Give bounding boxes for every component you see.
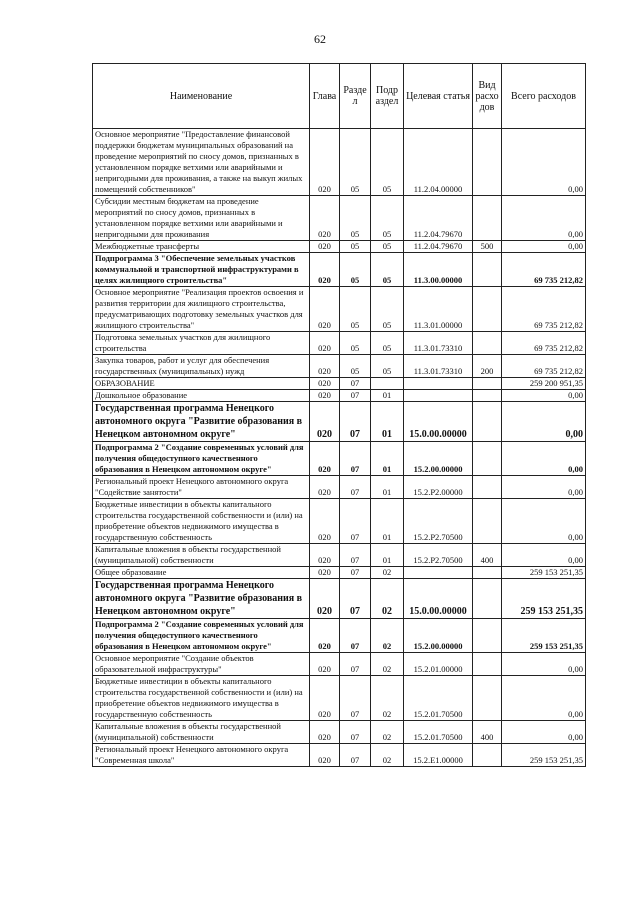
table-row xyxy=(93,744,586,767)
name-cell: Закупка товаров, работ и услуг для обеспечения государственных (муниципальных) нужд xyxy=(93,355,310,378)
page-number: 62 xyxy=(314,32,326,46)
type-cell: 400 xyxy=(473,721,502,744)
table-header-row xyxy=(93,64,586,129)
table-row xyxy=(93,619,586,653)
target-cell: 15.0.00.00000 xyxy=(404,402,473,442)
table-row xyxy=(93,544,586,567)
subsection-cell: 01 xyxy=(371,476,404,499)
subsection-cell: 05 xyxy=(371,287,404,332)
target-cell: 11.3.01.73310 xyxy=(404,332,473,355)
name-cell: Основное мероприятие "Создание объектов образовательной инфраструктуры" xyxy=(93,653,310,676)
total-cell: 259 200 951,35 xyxy=(502,378,586,390)
target-cell xyxy=(404,567,473,579)
section-cell: 05 xyxy=(340,355,371,378)
table-row xyxy=(93,499,586,544)
type-cell xyxy=(473,332,502,355)
table-row xyxy=(93,129,586,196)
type-cell xyxy=(473,676,502,721)
target-cell: 15.2.01.70500 xyxy=(404,676,473,721)
name-cell: Подпрограмма 2 "Создание современных условий для получения общедоступного качественного образования в Ненецком автономном округе" xyxy=(93,442,310,476)
type-cell xyxy=(473,390,502,402)
type-cell xyxy=(473,402,502,442)
chapter-cell: 020 xyxy=(310,744,340,767)
section-cell: 05 xyxy=(340,129,371,196)
chapter-cell: 020 xyxy=(310,129,340,196)
target-cell: 15.2.00.00000 xyxy=(404,619,473,653)
chapter-cell: 020 xyxy=(310,567,340,579)
target-cell: 15.2.01.70500 xyxy=(404,721,473,744)
subsection-cell: 05 xyxy=(371,129,404,196)
section-cell: 07 xyxy=(340,442,371,476)
subsection-cell: 05 xyxy=(371,355,404,378)
subsection-cell: 02 xyxy=(371,653,404,676)
header-name: Наименование xyxy=(93,64,310,129)
chapter-cell: 020 xyxy=(310,579,340,619)
subsection-cell: 02 xyxy=(371,676,404,721)
header-chapter: Глава xyxy=(310,64,340,129)
target-cell: 15.2.E1.00000 xyxy=(404,744,473,767)
table-row xyxy=(93,332,586,355)
type-cell xyxy=(473,653,502,676)
total-cell: 0,00 xyxy=(502,442,586,476)
section-cell: 07 xyxy=(340,721,371,744)
name-cell: Бюджетные инвестиции в объекты капитального строительства государственной собственности и (или) на приобретение объектов недвижимого имущества в государственную собственность xyxy=(93,676,310,721)
type-cell: 400 xyxy=(473,544,502,567)
section-cell: 05 xyxy=(340,241,371,253)
target-cell: 15.0.00.00000 xyxy=(404,579,473,619)
total-cell: 259 153 251,35 xyxy=(502,567,586,579)
subsection-cell: 01 xyxy=(371,442,404,476)
type-cell xyxy=(473,499,502,544)
name-cell: Дошкольное образование xyxy=(93,390,310,402)
table-row xyxy=(93,567,586,579)
subsection-cell: 05 xyxy=(371,332,404,355)
section-cell: 07 xyxy=(340,390,371,402)
total-cell: 0,00 xyxy=(502,676,586,721)
target-cell xyxy=(404,378,473,390)
header-total: Всего расходов xyxy=(502,64,586,129)
table-row xyxy=(93,579,586,619)
name-cell: Основное мероприятие "Реализация проектов освоения и развития территории для жилищного строительства, предусматривающих подготовку земельных участков для жилищного строительства" xyxy=(93,287,310,332)
chapter-cell: 020 xyxy=(310,476,340,499)
section-cell: 07 xyxy=(340,476,371,499)
chapter-cell: 020 xyxy=(310,287,340,332)
total-cell: 259 153 251,35 xyxy=(502,619,586,653)
name-cell: Подготовка земельных участков для жилищного строительства xyxy=(93,332,310,355)
chapter-cell: 020 xyxy=(310,253,340,287)
subsection-cell: 05 xyxy=(371,253,404,287)
total-cell: 0,00 xyxy=(502,390,586,402)
section-cell: 07 xyxy=(340,744,371,767)
type-cell xyxy=(473,567,502,579)
name-cell: Основное мероприятие "Предоставление финансовой поддержки бюджетам муниципальных образований на проведение мероприятий по сносу домов, признанных в установленном порядке ветхими или аварийными и непригодными для проживания, а также на выкуп жилых помещений собственников" xyxy=(93,129,310,196)
type-cell xyxy=(473,129,502,196)
type-cell xyxy=(473,476,502,499)
table-row xyxy=(93,402,586,442)
chapter-cell: 020 xyxy=(310,378,340,390)
target-cell: 15.2.P2.70500 xyxy=(404,499,473,544)
target-cell: 15.2.01.00000 xyxy=(404,653,473,676)
target-cell: 15.2.P2.70500 xyxy=(404,544,473,567)
type-cell xyxy=(473,253,502,287)
total-cell: 0,00 xyxy=(502,721,586,744)
chapter-cell: 020 xyxy=(310,544,340,567)
total-cell: 69 735 212,82 xyxy=(502,253,586,287)
header-section: Разде л xyxy=(340,64,371,129)
target-cell: 11.2.04.79670 xyxy=(404,241,473,253)
target-cell: 11.2.04.00000 xyxy=(404,129,473,196)
type-cell xyxy=(473,579,502,619)
subsection-cell xyxy=(371,378,404,390)
table-row xyxy=(93,196,586,241)
table-body xyxy=(93,129,586,767)
type-cell xyxy=(473,287,502,332)
table-row xyxy=(93,287,586,332)
chapter-cell: 020 xyxy=(310,653,340,676)
type-cell xyxy=(473,442,502,476)
total-cell: 0,00 xyxy=(502,402,586,442)
subsection-cell: 05 xyxy=(371,196,404,241)
name-cell: Подпрограмма 2 "Создание современных условий для получения общедоступного качественного образования в Ненецком автономном округе" xyxy=(93,619,310,653)
chapter-cell: 020 xyxy=(310,499,340,544)
total-cell: 259 153 251,35 xyxy=(502,744,586,767)
name-cell: Капитальные вложения в объекты государственной (муниципальной) собственности xyxy=(93,544,310,567)
subsection-cell: 01 xyxy=(371,544,404,567)
type-cell: 200 xyxy=(473,355,502,378)
total-cell: 0,00 xyxy=(502,499,586,544)
table-row xyxy=(93,442,586,476)
name-cell: Государственная программа Ненецкого автономного округа "Развитие образования в Ненецком автономном округе" xyxy=(93,402,310,442)
chapter-cell: 020 xyxy=(310,390,340,402)
total-cell: 0,00 xyxy=(502,544,586,567)
total-cell: 69 735 212,82 xyxy=(502,287,586,332)
chapter-cell: 020 xyxy=(310,442,340,476)
section-cell: 07 xyxy=(340,402,371,442)
table-row xyxy=(93,721,586,744)
table-row xyxy=(93,241,586,253)
section-cell: 05 xyxy=(340,196,371,241)
table-row xyxy=(93,253,586,287)
chapter-cell: 020 xyxy=(310,241,340,253)
table-row xyxy=(93,476,586,499)
total-cell: 0,00 xyxy=(502,241,586,253)
name-cell: Бюджетные инвестиции в объекты капитального строительства государственной собственности и (или) на приобретение объектов недвижимого имущества в государственную собственность xyxy=(93,499,310,544)
name-cell: Подпрограмма 3 "Обеспечение земельных участков коммунальной и транспортной инфраструктурами в целях жилищного строительства" xyxy=(93,253,310,287)
section-cell: 07 xyxy=(340,378,371,390)
total-cell: 259 153 251,35 xyxy=(502,579,586,619)
section-cell: 05 xyxy=(340,332,371,355)
type-cell xyxy=(473,378,502,390)
name-cell: Межбюджетные трансферты xyxy=(93,241,310,253)
subsection-cell: 01 xyxy=(371,499,404,544)
total-cell: 69 735 212,82 xyxy=(502,355,586,378)
type-cell xyxy=(473,619,502,653)
subsection-cell: 02 xyxy=(371,619,404,653)
name-cell: Капитальные вложения в объекты государственной (муниципальной) собственности xyxy=(93,721,310,744)
name-cell: Региональный проект Ненецкого автономного округа "Современная школа" xyxy=(93,744,310,767)
subsection-cell: 02 xyxy=(371,579,404,619)
target-cell: 11.3.01.73310 xyxy=(404,355,473,378)
name-cell: Субсидии местным бюджетам на проведение мероприятий по сносу домов, признанных в установленном порядке ветхими или аварийными и непригодными для проживания xyxy=(93,196,310,241)
chapter-cell: 020 xyxy=(310,402,340,442)
chapter-cell: 020 xyxy=(310,355,340,378)
table-row xyxy=(93,390,586,402)
chapter-cell: 020 xyxy=(310,676,340,721)
table-row xyxy=(93,676,586,721)
subsection-cell: 01 xyxy=(371,390,404,402)
total-cell: 0,00 xyxy=(502,476,586,499)
table-row xyxy=(93,355,586,378)
type-cell xyxy=(473,196,502,241)
total-cell: 0,00 xyxy=(502,129,586,196)
name-cell: Общее образование xyxy=(93,567,310,579)
header-subsection: Подр аздел xyxy=(371,64,404,129)
chapter-cell: 020 xyxy=(310,721,340,744)
section-cell: 07 xyxy=(340,676,371,721)
section-cell: 05 xyxy=(340,287,371,332)
subsection-cell: 02 xyxy=(371,567,404,579)
subsection-cell: 01 xyxy=(371,402,404,442)
target-cell: 11.2.04.79670 xyxy=(404,196,473,241)
name-cell: Региональный проект Ненецкого автономного округа "Содействие занятости" xyxy=(93,476,310,499)
name-cell: Государственная программа Ненецкого автономного округа "Развитие образования в Ненецком автономном округе" xyxy=(93,579,310,619)
header-target: Целевая статья xyxy=(404,64,473,129)
header-type: Вид расхо дов xyxy=(473,64,502,129)
chapter-cell: 020 xyxy=(310,196,340,241)
section-cell: 07 xyxy=(340,544,371,567)
target-cell: 15.2.P2.00000 xyxy=(404,476,473,499)
total-cell: 0,00 xyxy=(502,196,586,241)
section-cell: 07 xyxy=(340,499,371,544)
table-row xyxy=(93,378,586,390)
total-cell: 0,00 xyxy=(502,653,586,676)
target-cell: 11.3.00.00000 xyxy=(404,253,473,287)
section-cell: 07 xyxy=(340,619,371,653)
target-cell: 15.2.00.00000 xyxy=(404,442,473,476)
subsection-cell: 02 xyxy=(371,721,404,744)
target-cell: 11.3.01.00000 xyxy=(404,287,473,332)
type-cell xyxy=(473,744,502,767)
subsection-cell: 05 xyxy=(371,241,404,253)
target-cell xyxy=(404,390,473,402)
type-cell: 500 xyxy=(473,241,502,253)
total-cell: 69 735 212,82 xyxy=(502,332,586,355)
section-cell: 07 xyxy=(340,579,371,619)
section-cell: 07 xyxy=(340,653,371,676)
table-row xyxy=(93,653,586,676)
chapter-cell: 020 xyxy=(310,619,340,653)
budget-table xyxy=(92,63,586,767)
name-cell: ОБРАЗОВАНИЕ xyxy=(93,378,310,390)
subsection-cell: 02 xyxy=(371,744,404,767)
chapter-cell: 020 xyxy=(310,332,340,355)
section-cell: 05 xyxy=(340,253,371,287)
section-cell: 07 xyxy=(340,567,371,579)
